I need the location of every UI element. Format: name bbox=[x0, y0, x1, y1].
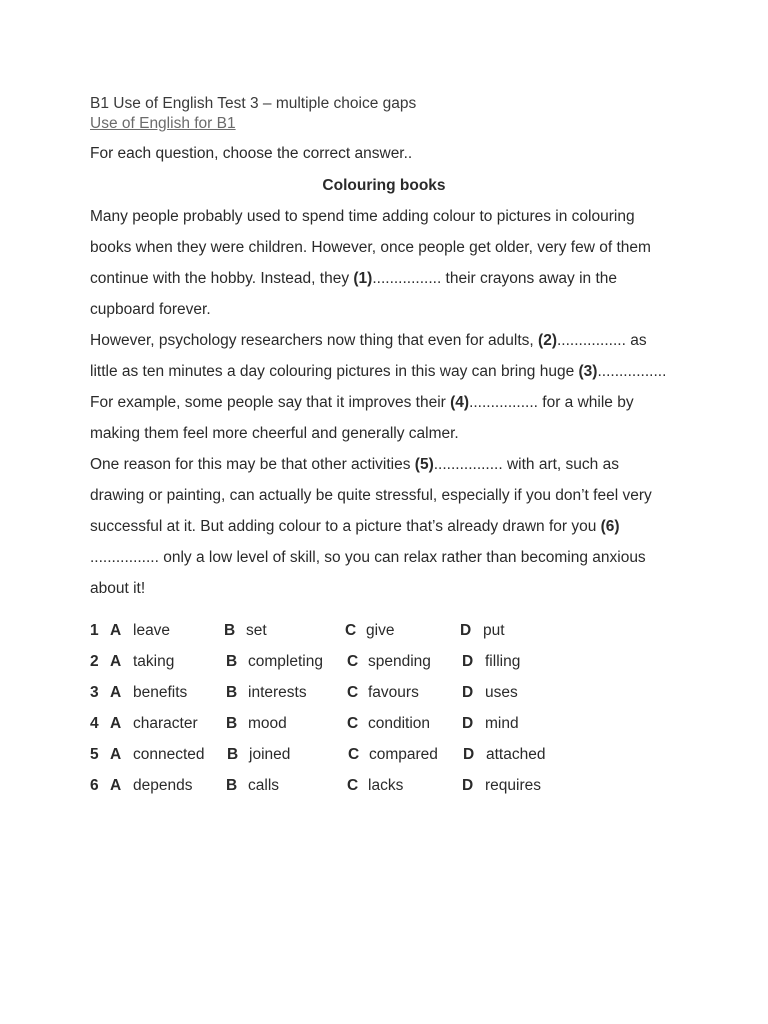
option-letter-d: D bbox=[462, 777, 474, 794]
option-b-word[interactable]: mood bbox=[248, 715, 287, 732]
option-letter-d: D bbox=[463, 746, 475, 763]
option-a-word[interactable]: taking bbox=[133, 653, 175, 670]
passage-text: continue with the hobby. Instead, they bbox=[90, 270, 354, 287]
passage-text: about it! bbox=[90, 580, 146, 597]
option-c-word[interactable]: condition bbox=[368, 715, 431, 732]
gap-number: (6) bbox=[600, 518, 620, 535]
passage-line bbox=[90, 263, 690, 294]
option-d-word[interactable]: uses bbox=[485, 684, 518, 701]
option-b-word[interactable]: completing bbox=[248, 653, 323, 670]
option-d-word[interactable]: attached bbox=[486, 746, 546, 763]
option-d-word[interactable]: mind bbox=[485, 715, 519, 732]
passage-line bbox=[90, 542, 690, 573]
option-letter-b: B bbox=[224, 622, 236, 639]
option-c-word[interactable]: favours bbox=[368, 684, 419, 701]
passage-text: books when they were children. However, once people get older, very few of them bbox=[90, 239, 651, 256]
passage-line bbox=[90, 418, 690, 449]
option-b-word[interactable]: calls bbox=[248, 777, 280, 794]
option-a-word[interactable]: depends bbox=[133, 777, 193, 794]
passage-line bbox=[90, 232, 690, 263]
question-2-options bbox=[90, 646, 590, 677]
option-letter-a: A bbox=[110, 746, 122, 763]
passage-text: drawing or painting, can actually be quite stressful, especially if you don’t feel very bbox=[90, 487, 652, 504]
option-letter-b: B bbox=[226, 715, 238, 732]
option-letter-d: D bbox=[462, 653, 474, 670]
option-c-word[interactable]: compared bbox=[369, 746, 438, 763]
question-number: 2 bbox=[90, 653, 99, 670]
passage-text: ................ for a while by bbox=[469, 394, 634, 411]
option-b-word[interactable]: interests bbox=[248, 684, 307, 701]
question-4-options bbox=[90, 708, 590, 739]
passage-text: little as ten minutes a day colouring pictures in this way can bring huge bbox=[90, 363, 579, 380]
option-d-word[interactable]: put bbox=[483, 622, 505, 639]
passage-line bbox=[90, 201, 690, 232]
option-letter-c: C bbox=[345, 622, 357, 639]
passage-line bbox=[90, 511, 690, 542]
passage-text: One reason for this may be that other activities bbox=[90, 456, 415, 473]
answer-options bbox=[90, 615, 590, 801]
option-letter-d: D bbox=[462, 684, 474, 701]
option-d-word[interactable]: requires bbox=[485, 777, 541, 794]
use-of-english-link[interactable]: Use of English for B1 bbox=[90, 115, 236, 132]
gap-number: (1) bbox=[353, 270, 373, 287]
question-number: 5 bbox=[90, 746, 99, 763]
passage-text: Many people probably used to spend time adding colour to pictures in colouring bbox=[90, 208, 635, 225]
passage-text: ................ bbox=[597, 363, 667, 380]
option-a-word[interactable]: benefits bbox=[133, 684, 188, 701]
option-letter-a: A bbox=[110, 715, 122, 732]
question-number: 6 bbox=[90, 777, 99, 794]
option-letter-b: B bbox=[226, 777, 238, 794]
passage-line bbox=[90, 325, 690, 356]
passage-text: making them feel more cheerful and generally calmer. bbox=[90, 425, 459, 442]
option-b-word[interactable]: set bbox=[246, 622, 267, 639]
option-c-word[interactable]: give bbox=[366, 622, 395, 639]
passage-line bbox=[90, 387, 690, 418]
passage-text: For example, some people say that it improves their bbox=[90, 394, 451, 411]
passage-text: However, psychology researchers now thing that even for adults, bbox=[90, 332, 539, 349]
option-letter-a: A bbox=[110, 653, 122, 670]
passage-line bbox=[90, 480, 690, 511]
option-letter-a: A bbox=[110, 622, 122, 639]
passage-text: ................ only a low level of skill, so you can relax rather than becoming anxious bbox=[90, 549, 646, 566]
gap-number: (3) bbox=[578, 363, 598, 380]
option-letter-a: A bbox=[110, 684, 122, 701]
question-3-options bbox=[90, 677, 590, 708]
gap-number: (2) bbox=[538, 332, 557, 349]
document-header bbox=[90, 94, 690, 134]
option-letter-d: D bbox=[462, 715, 474, 732]
question-number: 1 bbox=[90, 622, 99, 639]
option-b-word[interactable]: joined bbox=[249, 746, 291, 763]
reading-passage bbox=[90, 201, 690, 604]
gap-number: (5) bbox=[414, 456, 434, 473]
option-letter-b: B bbox=[227, 746, 239, 763]
question-number: 3 bbox=[90, 684, 99, 701]
passage-line bbox=[90, 573, 690, 604]
option-letter-c: C bbox=[347, 777, 359, 794]
option-a-word[interactable]: connected bbox=[133, 746, 205, 763]
question-1-options bbox=[90, 615, 590, 646]
question-6-options bbox=[90, 770, 590, 801]
passage-text: ................ their crayons away in the bbox=[372, 270, 617, 287]
option-letter-c: C bbox=[348, 746, 360, 763]
passage-line bbox=[90, 294, 690, 325]
passage-title: Colouring books bbox=[322, 177, 446, 194]
option-letter-c: C bbox=[347, 653, 359, 670]
question-number: 4 bbox=[90, 715, 99, 732]
document-title: B1 Use of English Test 3 – multiple choice gaps bbox=[90, 95, 417, 112]
passage-text: successful at it. But adding colour to a picture that’s already drawn for you bbox=[90, 518, 601, 535]
question-5-options bbox=[90, 739, 590, 770]
passage-text: ................ as bbox=[556, 332, 647, 349]
instructions-text: For each question, choose the correct answer.. bbox=[90, 145, 413, 162]
option-letter-b: B bbox=[226, 653, 238, 670]
option-letter-d: D bbox=[460, 622, 472, 639]
option-a-word[interactable]: leave bbox=[133, 622, 171, 639]
option-a-word[interactable]: character bbox=[133, 715, 198, 732]
passage-line bbox=[90, 449, 690, 480]
passage-text: ................ with art, such as bbox=[433, 456, 619, 473]
option-d-word[interactable]: filling bbox=[485, 653, 521, 670]
option-c-word[interactable]: lacks bbox=[368, 777, 404, 794]
option-letter-b: B bbox=[226, 684, 238, 701]
gap-number: (4) bbox=[450, 394, 470, 411]
option-c-word[interactable]: spending bbox=[368, 653, 431, 670]
option-letter-a: A bbox=[110, 777, 122, 794]
passage-line bbox=[90, 356, 690, 387]
option-letter-c: C bbox=[347, 715, 359, 732]
option-letter-c: C bbox=[347, 684, 359, 701]
passage-text: cupboard forever. bbox=[90, 301, 211, 318]
